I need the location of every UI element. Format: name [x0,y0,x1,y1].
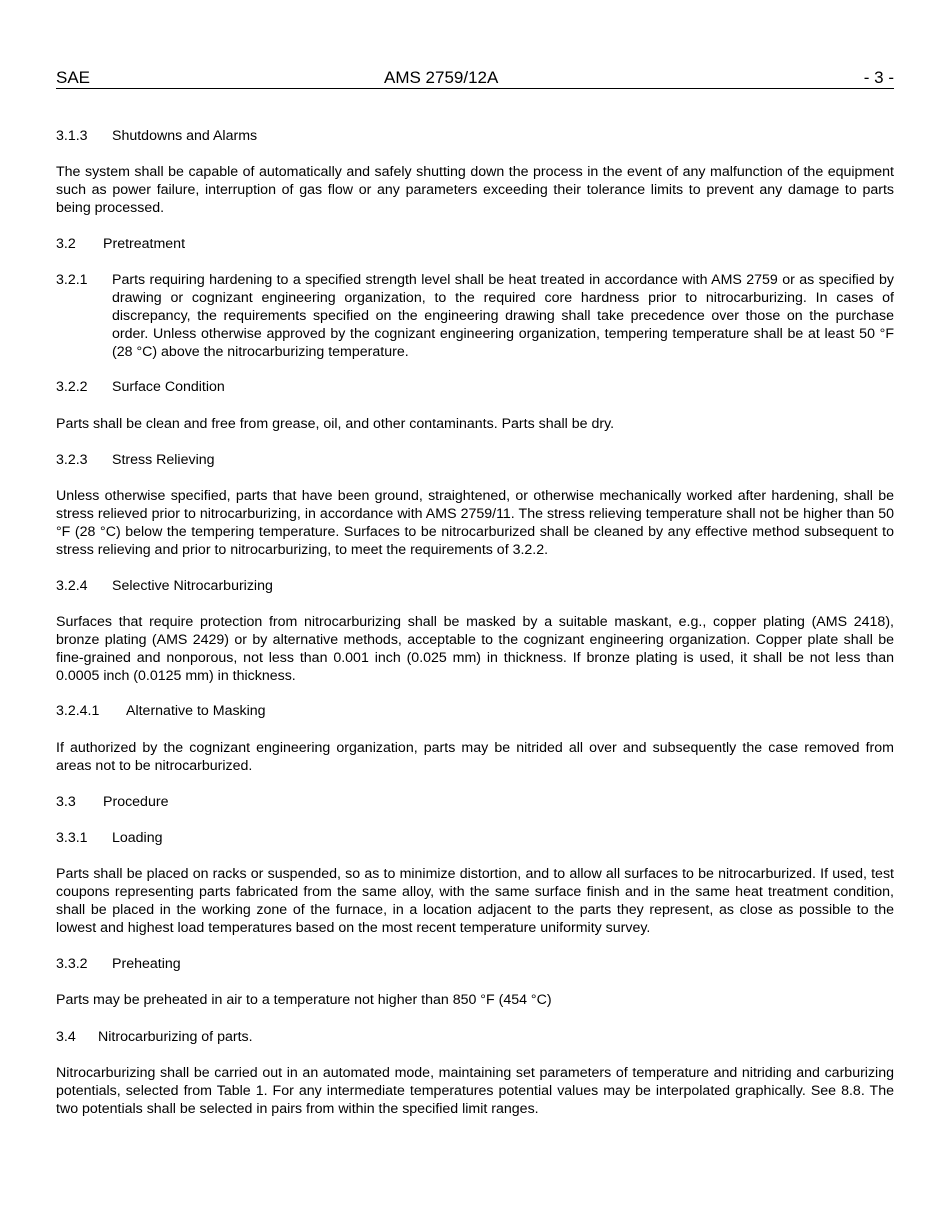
section-number: 3.2.3 [56,452,88,468]
heading-3-2-3 [56,452,894,470]
section-number: 3.4 [56,1029,76,1045]
section-title: Shutdowns and Alarms [112,128,258,144]
section-number: 3.3.2 [56,956,88,972]
heading-3-3-1 [56,830,894,848]
heading-3-3-2 [56,956,894,974]
header-doc-number: AMS 2759/12A [384,68,499,87]
section-number: 3.2.4.1 [56,703,100,719]
paragraph-3-2-4-1: If authorized by the cognizant engineering organization, parts may be nitrided all over and subsequently the case removed from areas not to be nitrocarburized. [56,740,894,774]
paragraph-3-3-1: Parts shall be placed on racks or suspended, so as to minimize distortion, and to allow all surfaces to be nitrocarburized. If used, test coupons representing parts fabricated from the same alloy, with the same surface finish and in the same heat treatment condition, shall be placed in the working zone of the furnace, in a location adjacent to the parts they represent, as close as possible to the lowest and highest load temperatures based on the most recent temperature uniformity survey. [56,866,894,936]
section-number: 3.2.4 [56,578,88,594]
paragraph-3-3-2: Parts may be preheated in air to a temperature not higher than 850 °F (454 °C) [56,992,552,1008]
section-title: Selective Nitrocarburizing [112,578,273,594]
section-title: Nitrocarburizing of parts. [98,1029,253,1045]
heading-3-4 [56,1029,894,1047]
section-number: 3.3 [56,794,76,810]
section-number: 3.2.2 [56,379,88,395]
heading-3-2-4 [56,578,894,596]
paragraph-3-1-3: The system shall be capable of automatically and safely shutting down the process in the event of any malfunction of the equipment such as power failure, interruption of gas flow or any parameters exceeding their tolerance limits to prevent any damage to parts being processed. [56,164,894,216]
section-body: Parts requiring hardening to a specified strength level shall be heat treated in accordance with AMS 2759 or as specified by drawing or cognizant engineering organization, to the required core hardness prior to nitrocarburizing. In cases of discrepancy, the requirements specified on the engineering drawing shall take precedence over those on the purchase order. Unless otherwise approved by the cognizant engineering organization, tempering temperature shall be at least 50 °F (28 °C) above the nitrocarburizing temperature. [112,272,894,360]
section-number: 3.2 [56,236,76,252]
paragraph-3-2-1 [56,272,894,362]
paragraph-3-4: Nitrocarburizing shall be carried out in an automated mode, maintaining set parameters of temperature and nitriding and carburizing potentials, selected from Table 1. For any intermediate temperatures potential values may be interpolated graphically. See 8.8. The two potentials shall be selected in pairs from within the specified limit ranges. [56,1065,894,1117]
section-title: Alternative to Masking [126,703,266,719]
section-number: 3.2.1 [56,272,88,288]
paragraph-3-2-2: Parts shall be clean and free from grease, oil, and other contaminants. Parts shall be dry. [56,416,615,432]
section-title: Surface Condition [112,379,225,395]
page-header [56,68,894,89]
section-title: Stress Relieving [112,452,215,468]
paragraph-3-2-3: Unless otherwise specified, parts that have been ground, straightened, or otherwise mechanically worked after hardening, shall be stress relieved prior to nitrocarburizing, in accordance with AMS 2759/11. The stress relieving temperature shall not be higher than 50 °F (28 °C) below the tempering temperature. Surfaces to be nitrocarburized shall be cleaned by any effective method subsequent to stress relieving and prior to nitrocarburizing, to meet the requirements of 3.2.2. [56,488,894,558]
header-org: SAE [56,68,91,87]
heading-3-1-3 [56,128,894,146]
section-title: Preheating [112,956,181,972]
section-title: Pretreatment [103,236,186,252]
heading-3-2-4-1 [56,703,894,721]
heading-3-2 [56,236,894,254]
heading-3-3 [56,794,894,812]
heading-3-2-2 [56,379,894,397]
section-number: 3.3.1 [56,830,88,846]
section-title: Loading [112,830,163,846]
section-number: 3.1.3 [56,128,88,144]
header-page-number: - 3 - [863,68,894,87]
paragraph-3-2-4: Surfaces that require protection from nitrocarburizing shall be masked by a suitable maskant, e.g., copper plating (AMS 2418), bronze plating (AMS 2429) or by alternative methods, acceptable to the cognizant engineering organization. Copper plate shall be fine-grained and nonporous, not less than 0.001 inch (0.025 mm) in thickness. If bronze plating is used, it shall be not less than 0.0005 inch (0.0125 mm) in thickness. [56,614,894,684]
section-title: Procedure [103,794,169,810]
